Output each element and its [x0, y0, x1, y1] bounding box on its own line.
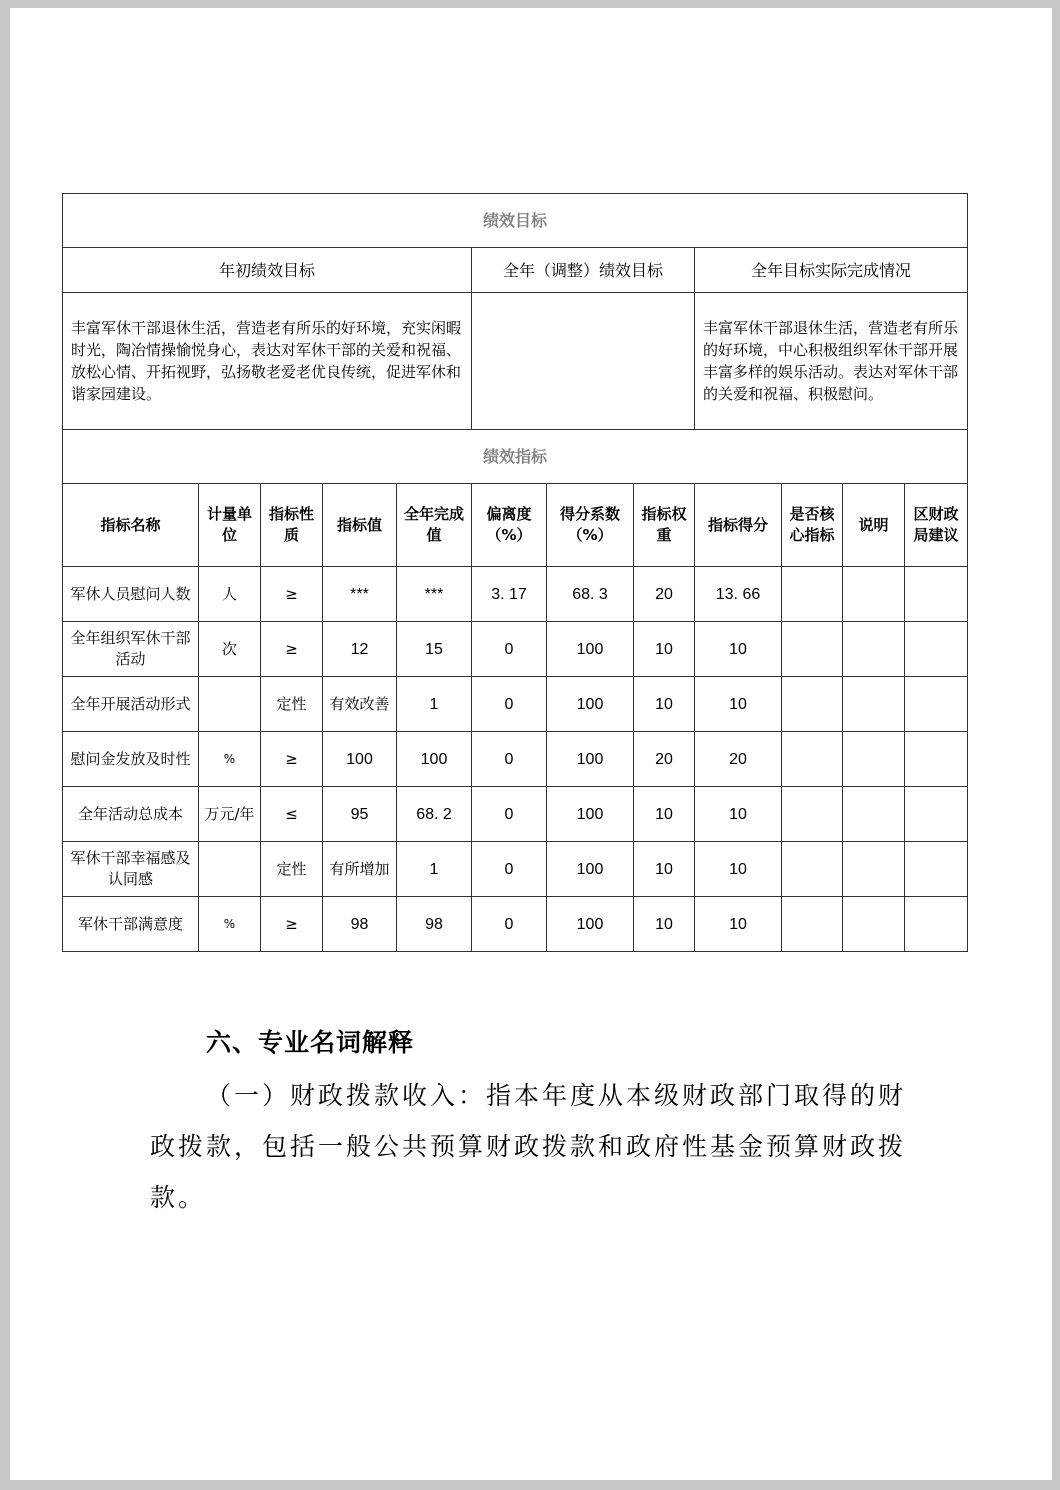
cell-score: 10 [695, 622, 782, 677]
col-header: 指标名称 [63, 484, 199, 567]
cell-note [843, 567, 905, 622]
table-row [63, 677, 968, 732]
cell-advice [905, 732, 968, 787]
cell-name: 慰问金发放及时性 [63, 732, 199, 787]
cell-core [782, 732, 843, 787]
cell-deviation: 0 [472, 622, 547, 677]
cell-name: 全年活动总成本 [63, 787, 199, 842]
cell-deviation: 0 [472, 732, 547, 787]
indicator-title: 绩效指标 [63, 430, 968, 484]
cell-weight: 20 [634, 732, 695, 787]
cell-note [843, 732, 905, 787]
cell-deviation: 3. 17 [472, 567, 547, 622]
cell-weight: 10 [634, 897, 695, 952]
cell-score: 13. 66 [695, 567, 782, 622]
cell-target: 12 [323, 622, 397, 677]
col-header: 指标性质 [261, 484, 323, 567]
col-header: 区财政局建议 [905, 484, 968, 567]
cell-nature: ≥ [261, 567, 323, 622]
cell-target: 100 [323, 732, 397, 787]
cell-advice [905, 622, 968, 677]
cell-nature: ≤ [261, 787, 323, 842]
cell-core [782, 622, 843, 677]
col-header: 偏离度（%） [472, 484, 547, 567]
col-header: 指标值 [323, 484, 397, 567]
cell-weight: 20 [634, 567, 695, 622]
section-heading: 六、专业名词解释 [206, 1028, 415, 1057]
cell-advice [905, 567, 968, 622]
cell-score: 20 [695, 732, 782, 787]
cell-note [843, 842, 905, 897]
cell-actual: 68. 2 [397, 787, 472, 842]
col-header: 是否核心指标 [782, 484, 843, 567]
cell-actual: 100 [397, 732, 472, 787]
cell-actual: 98 [397, 897, 472, 952]
col-header: 说明 [843, 484, 905, 567]
cell-nature: ≥ [261, 732, 323, 787]
cell-core [782, 897, 843, 952]
cell-score: 10 [695, 787, 782, 842]
cell-core [782, 677, 843, 732]
cell-name: 全年组织军休干部活动 [63, 622, 199, 677]
cell-unit: 次 [199, 622, 261, 677]
goal-header-actual: 全年目标实际完成情况 [695, 248, 968, 293]
cell-weight: 10 [634, 677, 695, 732]
table-row [63, 787, 968, 842]
cell-target: *** [323, 567, 397, 622]
table-row [63, 567, 968, 622]
cell-name: 军休干部幸福感及认同感 [63, 842, 199, 897]
goal-adjusted-text [472, 293, 695, 430]
cell-weight: 10 [634, 622, 695, 677]
cell-target: 有效改善 [323, 677, 397, 732]
cell-actual: 15 [397, 622, 472, 677]
cell-note [843, 787, 905, 842]
cell-name: 全年开展活动形式 [63, 677, 199, 732]
cell-deviation: 0 [472, 842, 547, 897]
col-header: 计量单位 [199, 484, 261, 567]
cell-nature: ≥ [261, 897, 323, 952]
goal-header-adjusted: 全年（调整）绩效目标 [472, 248, 695, 293]
performance-table [62, 193, 968, 952]
cell-advice [905, 677, 968, 732]
col-header: 得分系数（%） [547, 484, 634, 567]
cell-nature: ≥ [261, 622, 323, 677]
cell-target: 98 [323, 897, 397, 952]
cell-core [782, 567, 843, 622]
cell-weight: 10 [634, 842, 695, 897]
cell-coef: 100 [547, 897, 634, 952]
cell-deviation: 0 [472, 677, 547, 732]
section-paragraph [150, 1070, 910, 1223]
cell-core [782, 787, 843, 842]
table-row [63, 842, 968, 897]
cell-score: 10 [695, 842, 782, 897]
table-row [63, 732, 968, 787]
cell-actual: 1 [397, 677, 472, 732]
perf-goal-title: 绩效目标 [63, 194, 968, 248]
document-page [10, 8, 1052, 1480]
column-header-row [63, 484, 968, 567]
cell-advice [905, 787, 968, 842]
cell-unit [199, 677, 261, 732]
cell-actual: *** [397, 567, 472, 622]
col-header: 指标得分 [695, 484, 782, 567]
cell-coef: 100 [547, 732, 634, 787]
col-header: 指标权重 [634, 484, 695, 567]
cell-coef: 100 [547, 842, 634, 897]
cell-deviation: 0 [472, 897, 547, 952]
cell-core [782, 842, 843, 897]
cell-unit: % [199, 897, 261, 952]
cell-nature: 定性 [261, 677, 323, 732]
goal-initial-text: 丰富军休干部退休生活，营造老有所乐的好环境，充实闲暇时光，陶冶情操愉悦身心，表达对军休干部的关爱和祝福、放松心情、开拓视野，弘扬敬老爱老优良传统，促进军休和谐家园建设。 [63, 293, 472, 430]
cell-unit: 万元/年 [199, 787, 261, 842]
cell-unit: 人 [199, 567, 261, 622]
cell-deviation: 0 [472, 787, 547, 842]
goal-actual-text: 丰富军休干部退休生活，营造老有所乐的好环境，中心积极组织军休干部开展丰富多样的娱乐活动。表达对军休干部的关爱和祝福、积极慰问。 [695, 293, 968, 430]
cell-coef: 100 [547, 622, 634, 677]
cell-score: 10 [695, 677, 782, 732]
cell-unit: % [199, 732, 261, 787]
cell-note [843, 897, 905, 952]
cell-coef: 100 [547, 787, 634, 842]
cell-unit [199, 842, 261, 897]
table-row [63, 897, 968, 952]
cell-score: 10 [695, 897, 782, 952]
cell-target: 有所增加 [323, 842, 397, 897]
cell-weight: 10 [634, 787, 695, 842]
cell-name: 军休人员慰问人数 [63, 567, 199, 622]
table-row [63, 622, 968, 677]
cell-note [843, 622, 905, 677]
paragraph-text: （一）财政拨款收入：指本年度从本级财政部门取得的财政拨款，包括一般公共预算财政拨款和政府性基金预算财政拨款。 [150, 1081, 907, 1212]
cell-coef: 68. 3 [547, 567, 634, 622]
cell-target: 95 [323, 787, 397, 842]
col-header: 全年完成值 [397, 484, 472, 567]
cell-name: 军休干部满意度 [63, 897, 199, 952]
cell-nature: 定性 [261, 842, 323, 897]
cell-coef: 100 [547, 677, 634, 732]
goal-header-initial: 年初绩效目标 [63, 248, 472, 293]
cell-advice [905, 842, 968, 897]
cell-note [843, 677, 905, 732]
cell-advice [905, 897, 968, 952]
cell-actual: 1 [397, 842, 472, 897]
